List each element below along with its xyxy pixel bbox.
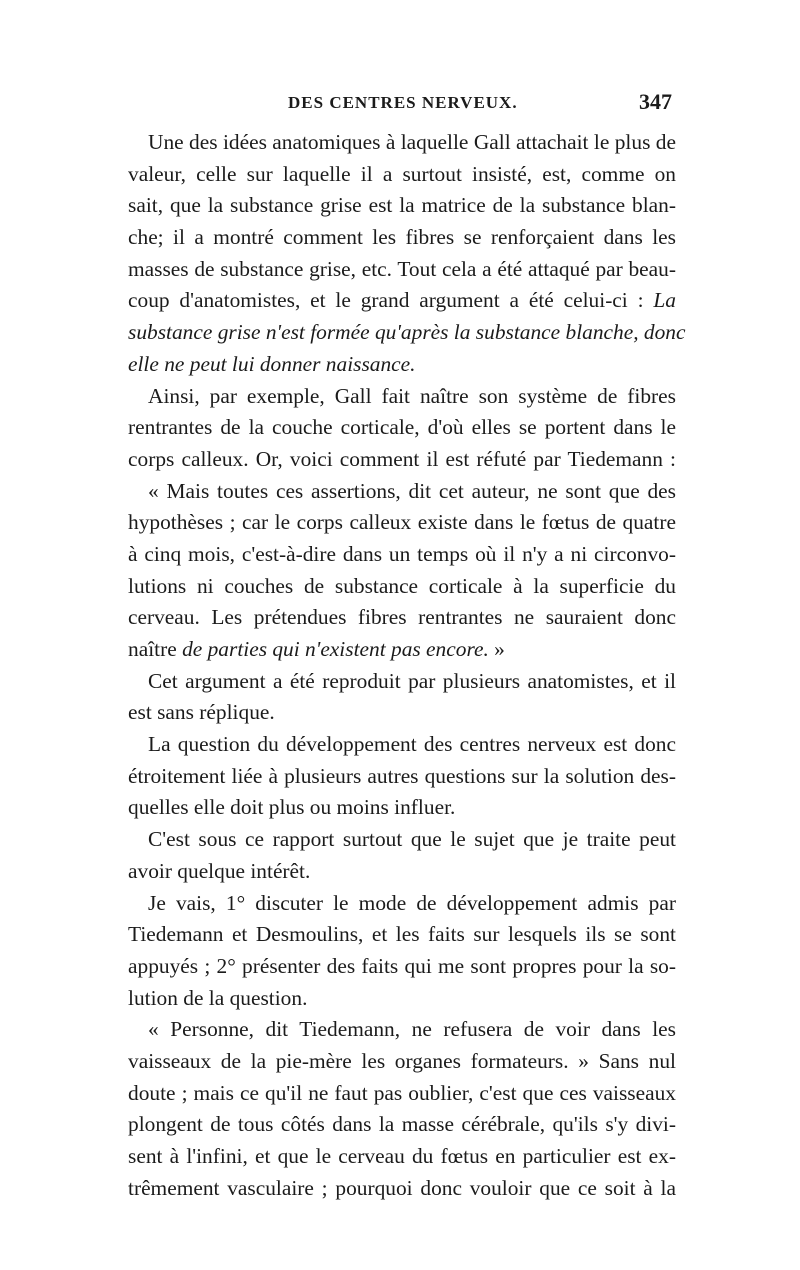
- text-line: « Mais toutes ces assertions, dit cet auteur, ne sont que des: [148, 478, 676, 503]
- italic-text: de parties qui n'existent pas encore.: [182, 637, 489, 661]
- text-line: plongent de tous côtés dans la masse cérébrale, qu'ils s'y divi-: [128, 1112, 676, 1137]
- text-line: valeur, celle sur laquelle il a surtout insisté, est, comme on: [128, 161, 676, 186]
- text-line: vaisseaux de la pie-mère les organes formateurs. » Sans nul: [128, 1048, 676, 1073]
- text-line: La question du développement des centres nerveux est donc: [148, 732, 676, 757]
- text-line: appuyés ; 2° présenter des faits qui me sont propres pour la so-: [128, 953, 676, 978]
- text-line: lution de la question.: [128, 985, 308, 1010]
- text-line: Une des idées anatomiques à laquelle Gall attachait le plus de: [148, 130, 676, 154]
- text-line: cerveau. Les prétendues fibres rentrantes ne sauraient donc: [128, 605, 676, 630]
- text-line: C'est sous ce rapport surtout que le sujet que je traite peut: [148, 827, 676, 852]
- text-line: sait, que la substance grise est la matrice de la substance blan-: [128, 193, 676, 218]
- text-line: elle ne peut lui donner naissance.: [128, 351, 416, 376]
- text-line: corps calleux. Or, voici comment il est réfuté par Tiedemann :: [128, 446, 676, 471]
- text-line: à cinq mois, c'est-à-dire dans un temps où il n'y a ni circonvo-: [128, 541, 676, 566]
- text-line: lutions ni couches de substance corticale à la superficie du: [128, 573, 676, 598]
- text-line: rentrantes de la couche corticale, d'où elles se portent dans le: [128, 415, 676, 440]
- text-line: quelles elle doit plus ou moins influer.: [128, 795, 456, 820]
- running-head: DES CENTRES NERVEUX.: [288, 93, 518, 112]
- text-line: masses de substance grise, etc. Tout cela a été attaqué par beau-: [128, 256, 676, 281]
- text-line: Tiedemann et Desmoulins, et les faits sur lesquels ils se sont: [128, 922, 676, 947]
- text-line: trêmement vasculaire ; pourquoi donc vouloir que ce soit à la: [128, 1175, 676, 1200]
- text-line: Cet argument a été reproduit par plusieurs anatomistes, et il: [148, 668, 676, 693]
- text-line: doute ; mais ce qu'il ne faut pas oublier, c'est que ces vaisseaux: [128, 1080, 676, 1105]
- text-line: sent à l'infini, et que le cerveau du fœtus en particulier est ex-: [128, 1144, 676, 1168]
- text-line: coup d'anatomistes, et le grand argument a été celui-ci : La: [128, 288, 676, 313]
- text-line: « Personne, dit Tiedemann, ne refusera de voir dans les: [148, 1017, 676, 1042]
- text-line: avoir quelque intérêt.: [128, 858, 311, 883]
- text-line: che; il a montré comment les fibres se renforçaient dans les: [128, 225, 676, 250]
- text-line: substance grise n'est formée qu'après la substance blanche, donc: [128, 320, 686, 345]
- italic-text: La: [653, 288, 676, 313]
- page-number: 347: [639, 89, 672, 114]
- text-line: naître de parties qui n'existent pas encore. »: [128, 637, 505, 661]
- text-line: Ainsi, par exemple, Gall fait naître son système de fibres: [148, 383, 676, 408]
- text-line: Je vais, 1° discuter le mode de développement admis par: [148, 890, 676, 915]
- page-header: [118, 89, 678, 121]
- text-line: hypothèses ; car le corps calleux existe dans le fœtus de quatre: [128, 510, 676, 535]
- text-line: étroitement liée à plusieurs autres questions sur la solution des-: [128, 763, 676, 788]
- body-text: [128, 127, 686, 1204]
- text-line: est sans réplique.: [128, 700, 275, 725]
